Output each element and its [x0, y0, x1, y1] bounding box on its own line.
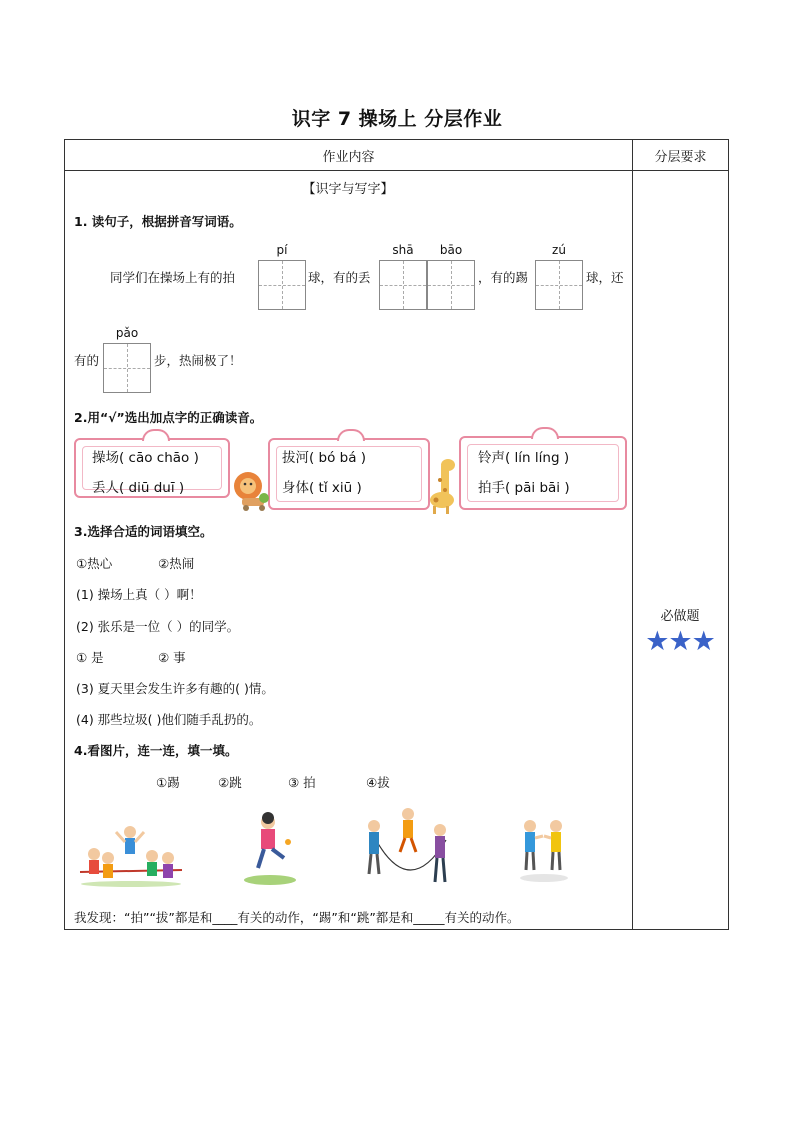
level-label: 必做题: [660, 609, 700, 624]
card2-row2: 身体( tǐ xiū ): [282, 480, 362, 496]
giraffe-illustration: [424, 456, 462, 514]
section-header: 【识字与写字】: [302, 182, 394, 197]
level-cell: [633, 171, 729, 930]
q4-opt-pull: ④拔: [366, 775, 390, 790]
tianzige-box[interactable]: [103, 343, 151, 393]
q3-opt-b: ②热闹: [158, 556, 195, 571]
pinyin-bao: bāo: [439, 243, 463, 257]
tianzige-box[interactable]: [535, 260, 583, 310]
q4-opt-jump: ②跳: [218, 775, 242, 790]
q4-finding: 我发现：“拍”“拔”都是和____有关的动作，“踢”和“跳”都是和_____有关的动作。: [74, 910, 520, 925]
card3-row2: 拍手( pāi bāi ): [478, 480, 570, 496]
card1-row1: 操场( cāo chāo ): [92, 450, 199, 466]
tianzige-box[interactable]: [427, 260, 475, 310]
q3-opt-a: ①热心: [76, 556, 113, 571]
card1-row2: 丢人( diū duī ): [92, 480, 185, 496]
q2-label: 2.用“√”选出加点字的正确读音。: [74, 410, 263, 425]
header-content: 作业内容: [65, 140, 633, 171]
q3-sentence-3: (3) 夏天里会发生许多有趣的( )情。: [76, 681, 274, 696]
page-title: 识字 7 操场上 分层作业: [291, 108, 503, 130]
pinyin-zu: zú: [552, 243, 566, 257]
q3-label: 3.选择合适的词语填空。: [74, 524, 213, 539]
q3-sentence-4: (4) 那些垃圾( )他们随手乱扔的。: [76, 712, 262, 727]
card3-row1: 铃声( lín líng ): [478, 450, 570, 466]
q4-opt-kick: ①踢: [156, 775, 180, 790]
q1-line2-b: 步，热闹极了！: [154, 353, 242, 368]
jump-rope-picture[interactable]: [360, 800, 460, 892]
pinyin-pi: pí: [276, 243, 288, 257]
q4-opt-clap: ③ 拍: [288, 775, 316, 790]
q3-opt-c: ① 是: [76, 650, 104, 665]
q1-line1-d: 球，还: [586, 270, 624, 285]
kick-shuttlecock-picture[interactable]: [240, 812, 300, 888]
tianzige-box[interactable]: [379, 260, 427, 310]
tug-of-war-picture[interactable]: [76, 822, 186, 888]
star-rating: ★★★: [645, 626, 715, 657]
q1-label: 1. 读句子，根据拼音写词语。: [74, 214, 242, 229]
pinyin-pao: pǎo: [115, 326, 139, 340]
q3-opt-d: ② 事: [158, 650, 186, 665]
clapping-game-picture[interactable]: [514, 812, 574, 888]
q1-line1-c: ，有的踢: [478, 270, 529, 285]
tianzige-box[interactable]: [258, 260, 306, 310]
q3-sentence-2: (2) 张乐是一位（ ）的同学。: [76, 619, 240, 634]
q3-sentence-1: (1) 操场上真（ ）啊！: [76, 587, 202, 602]
card2-row1: 拔河( bó bá ): [282, 450, 367, 466]
q1-line1-a: 同学们在操场上有的拍: [110, 270, 236, 285]
q4-label: 4.看图片，连一连，填一填。: [74, 743, 238, 758]
lion-illustration: [228, 468, 274, 512]
header-level: 分层要求: [633, 140, 729, 171]
q1-line2-a: 有的: [74, 353, 100, 368]
q1-line1-b: 球，有的丢: [308, 270, 371, 285]
pinyin-sha: shā: [392, 243, 414, 257]
